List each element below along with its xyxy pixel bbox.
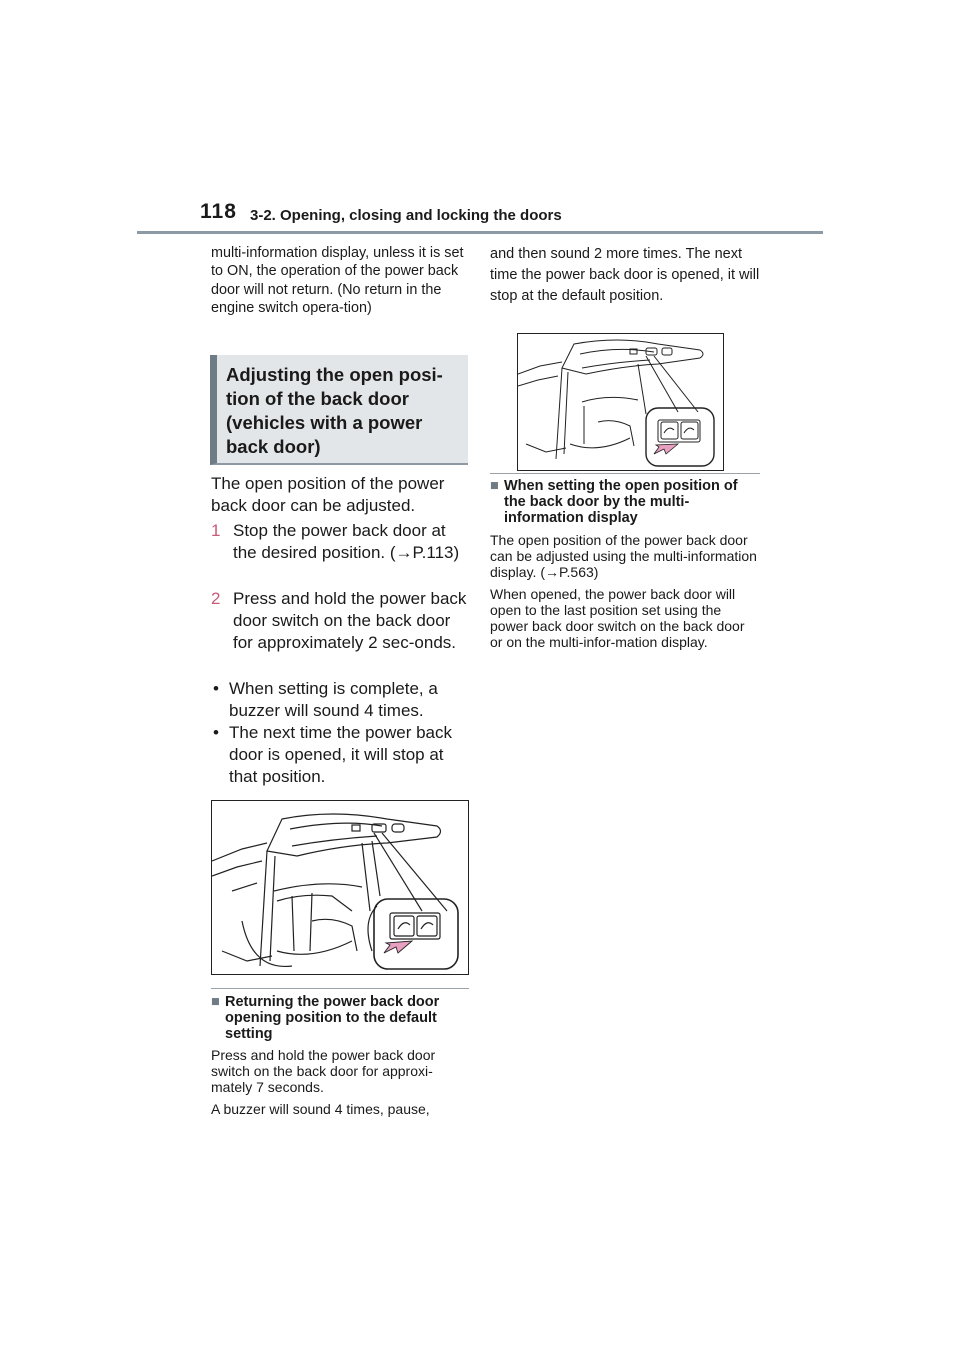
square-bullet-icon: ■ [490, 478, 499, 494]
sub-paragraph: A buzzer will sound 4 times, pause, [211, 1101, 430, 1117]
step-text: Press and hold the power back door switch on the back door for approximately 2 sec-onds. [233, 589, 467, 652]
sub-heading-default-position [211, 994, 473, 1042]
bullet-symbol: • [213, 679, 219, 698]
bullet-item [213, 722, 473, 788]
back-door-drawing [518, 334, 722, 469]
bullet-symbol: • [213, 723, 219, 742]
back-door-switch-illustration [211, 800, 469, 975]
back-door-drawing [212, 801, 467, 973]
section-heading-box [210, 355, 468, 465]
step-number: 1 [211, 521, 221, 540]
bullet-text: When setting is complete, a buzzer will sound 4 times. [229, 679, 438, 720]
section-title: 3-2. Opening, closing and locking the doors [250, 207, 562, 224]
sub-paragraph: Press and hold the power back door switch on the back door for approxi-mately 7 seconds. [211, 1047, 436, 1095]
intro-paragraph: The open position of the power back door can be adjusted. [211, 474, 445, 515]
continued-paragraph-right: and then sound 2 more times. The next time the power back door is opened, it will stop at the default position. [490, 246, 760, 304]
bullet-item [213, 678, 473, 722]
step-2 [211, 588, 473, 654]
step-1 [211, 520, 473, 564]
sub-section-rule [211, 988, 469, 989]
sub-section-rule [490, 473, 760, 474]
back-door-switch-illustration-2 [517, 333, 724, 471]
sub-paragraph: When opened, the power back door will open to the last position set using the power back door switch on the back door or on the multi-infor-mation display. [490, 586, 745, 650]
sub-heading-text: Returning the power back door opening position to the default setting [225, 994, 440, 1042]
sub-heading-mid-setting [490, 478, 760, 526]
step-text: Stop the power back door at the desired position. (→P.113) [233, 521, 460, 562]
section-heading: Adjusting the open posi-tion of the back door (vehicles with a power back door) [226, 364, 443, 457]
page-number: 118 [200, 200, 237, 223]
step-number: 2 [211, 589, 221, 608]
square-bullet-icon: ■ [211, 994, 220, 1010]
sub-paragraph: The open position of the power back door can be adjusted using the multi-information display. (→P.563) [490, 532, 757, 580]
continued-paragraph: multi-information display, unless it is set to ON, the operation of the power back door will not return. (No return in the engine switch opera-tion) [211, 245, 464, 317]
sub-heading-text: When setting the open position of the back door by the multi-information display [504, 478, 738, 526]
bullet-text: The next time the power back door is opened, it will stop at that position. [229, 723, 453, 786]
header-rule [137, 231, 823, 234]
